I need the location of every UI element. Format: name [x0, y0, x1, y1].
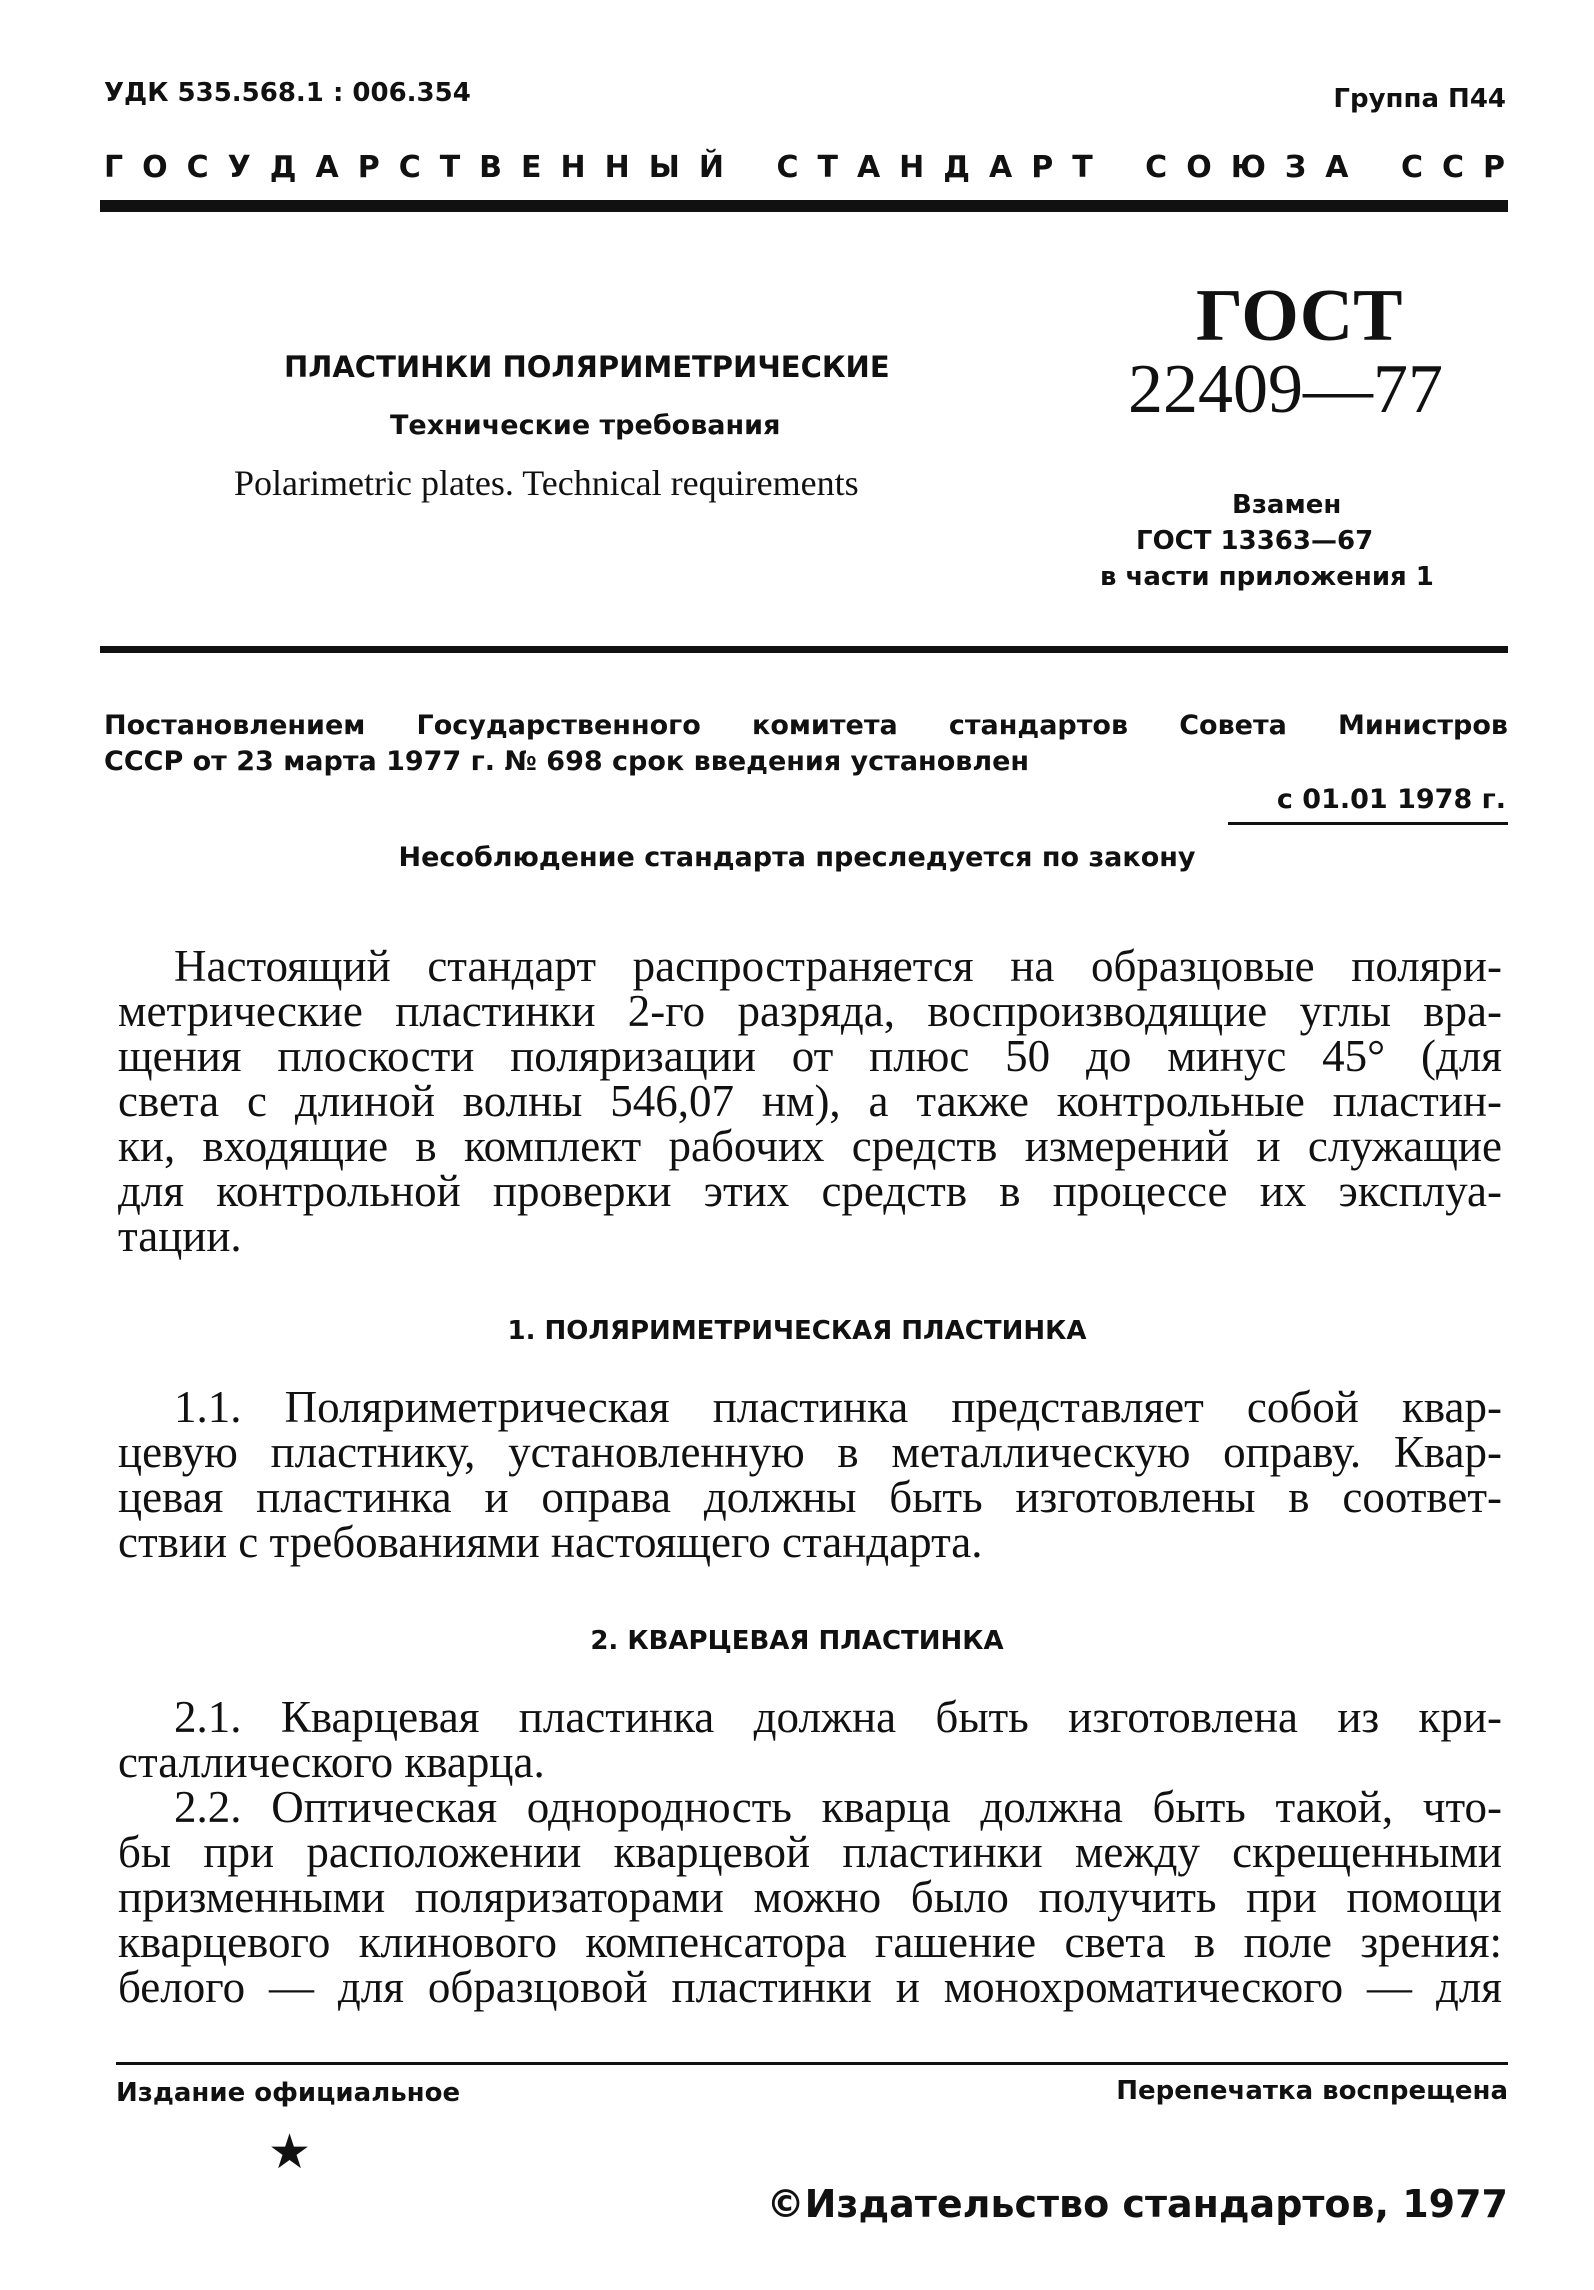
state-standard-header: ГОСУДАРСТВЕННЫЙ СТАНДАРТ СОЮЗА ССР [104, 150, 1524, 185]
clause-line: ствии с требованиями настоящего стандарта. [118, 1517, 983, 1567]
clause-line: 1.1. Поляриметрическая пластинка представляет собой квар- [174, 1382, 1502, 1432]
intro-line: для контрольной проверки этих средств в процессе их эксплуа- [118, 1166, 1502, 1216]
document-subtitle: Технические требования [390, 410, 781, 441]
clause-line: белого — для образцовой пластинки и монохроматического — для [118, 1962, 1502, 2012]
clause-line: 2.2. Оптическая однородность кварца должна быть такой, что- [174, 1782, 1502, 1832]
legal-warning: Несоблюдение стандарта преследуется по закону [398, 842, 1196, 873]
intro-line: щения плоскости поляризации от плюс 50 до минус 45° (для [118, 1031, 1502, 1081]
clause-line: цевая пластинка и оправа должны быть изготовлены в соответ- [118, 1472, 1502, 1522]
publisher-copyright: ©Издательство стандартов, 1977 [766, 2182, 1508, 2226]
group-code: Группа П44 [1333, 84, 1506, 114]
intro-line: ки, входящие в комплект рабочих средств измерений и служащие [118, 1121, 1502, 1171]
clause-2-2 [118, 1782, 1502, 2012]
decree-line-2: СССР от 23 марта 1977 г. № 698 срок введения установлен [104, 746, 1030, 777]
decree-line-1: Постановлением Государственного комитета стандартов Совета Министров [104, 710, 1508, 741]
section-2-heading: 2. КВАРЦЕВАЯ ПЛАСТИНКА [590, 1626, 1004, 1656]
clause-line: сталлического кварца. [118, 1737, 545, 1787]
udk-code: УДК 535.568.1 : 006.354 [104, 78, 471, 108]
intro-paragraph [118, 941, 1502, 1261]
clause-1-1 [118, 1382, 1502, 1567]
official-edition: Издание официальное [116, 2078, 461, 2108]
star-icon: ★ [268, 2124, 312, 2180]
clause-line: 2.1. Кварцевая пластинка должна быть изготовлена из кри- [174, 1692, 1502, 1742]
header-thick-rule [100, 200, 1508, 212]
intro-line: метрические пластинки 2-го разряда, воспроизводящие углы вра- [118, 986, 1502, 1036]
document-title: ПЛАСТИНКИ ПОЛЯРИМЕТРИЧЕСКИЕ [284, 350, 890, 384]
clause-line: цевую пластнику, установленную в металлическую оправу. Квар- [118, 1427, 1502, 1477]
clause-line: призменными поляризаторами можно было получить при помощи [118, 1872, 1502, 1922]
footer-rule [116, 2062, 1508, 2065]
gost-label: ГОСТ [1196, 275, 1403, 357]
intro-line: света с длиной волны 546,07 нм), а также контрольные пластин- [118, 1076, 1502, 1126]
replaces-gost: ГОСТ 13363—67 [1136, 526, 1374, 556]
effective-date-underline [1228, 822, 1508, 825]
section-1-heading: 1. ПОЛЯРИМЕТРИЧЕСКАЯ ПЛАСТИНКА [507, 1316, 1087, 1346]
clause-line: бы при расположении кварцевой пластинки между скрещенными [118, 1827, 1502, 1877]
replaces-scope: в части приложения 1 [1100, 562, 1434, 592]
intro-line: Настоящий стандарт распространяется на образцовые поляри- [174, 941, 1502, 991]
gost-number: 22409—77 [1128, 351, 1443, 428]
intro-line: тации. [118, 1211, 242, 1261]
replaces-label: Взамен [1232, 490, 1342, 520]
reprint-prohibited: Перепечатка воспрещена [1116, 2076, 1508, 2106]
clause-2-1 [118, 1692, 1502, 1787]
effective-date: с 01.01 1978 г. [1276, 784, 1506, 815]
clause-line: кварцевого клинового компенсатора гашение света в поле зрения: [118, 1917, 1502, 1967]
english-title: Polarimetric plates. Technical requirements [234, 463, 859, 503]
title-separator-rule [100, 646, 1508, 653]
